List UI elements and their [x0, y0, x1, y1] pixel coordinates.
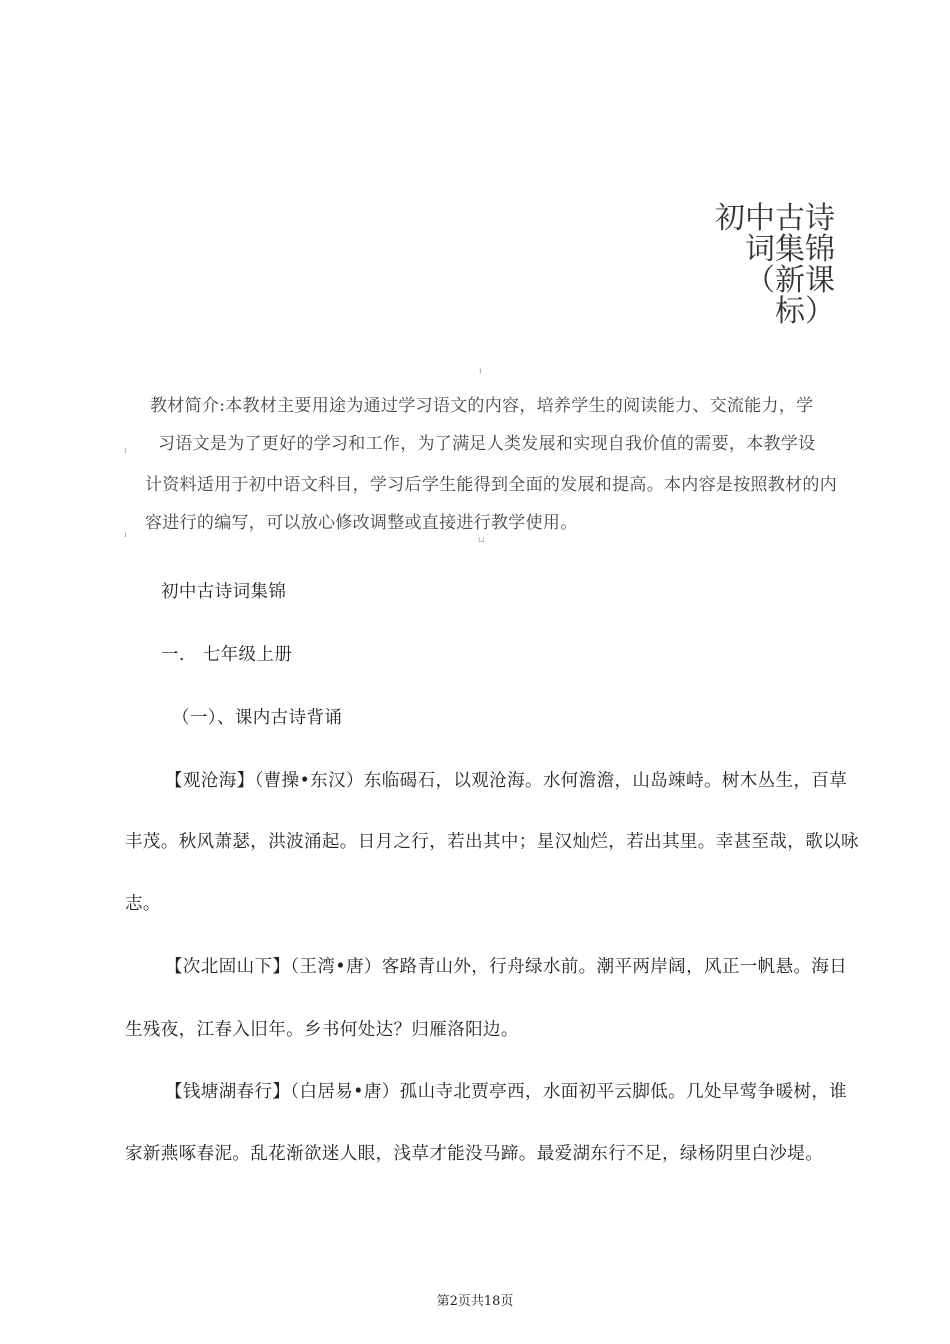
marker-dot: ı — [124, 530, 127, 539]
poem-line: 【观沧海】（曹操•东汉）东临碣石，以观沧海。水何澹澹，山岛竦峙。树木丛生，百草 — [165, 771, 848, 791]
poem-line: 生残夜，江春入旧年。乡书何处达？归雁洛阳边。 — [125, 1020, 519, 1040]
intro-line: 容进行的编写，可以放心修改调整或直接进行教学使用。 — [145, 513, 578, 533]
poem-line: 【次北固山下】（王湾•唐）客路青山外，行舟绿水前。潮平两岸阔，风正一帆悬。海日 — [165, 957, 848, 977]
title-line: 初中古诗 — [715, 201, 835, 236]
marker-dot: ı — [124, 446, 127, 455]
marker-dot: ⊔ — [478, 535, 485, 544]
poem-line: 丰茂。秋风萧瑟，洪波涌起。日月之行，若出其中；星汉灿烂，若出其里。幸甚至哉，歌以咏 — [125, 832, 859, 852]
poem-line: 志。 — [125, 894, 161, 914]
intro-line: 教材简介:本教材主要用途为通过学习语文的内容，培养学生的阅读能力、交流能力，学 — [150, 396, 814, 416]
grade-heading: 一. 七年级上册 — [161, 645, 293, 665]
title-line: （新课 — [745, 263, 835, 298]
intro-line: 计资料适用于初中语文科目，学习后学生能得到全面的发展和提高。本内容是按照教材的内 — [145, 475, 837, 495]
page-number: 第2页共18页 — [436, 1294, 514, 1309]
poem-line: 【钱塘湖春行】（白居易•唐）孤山寺北贾亭西，水面初平云脚低。几处早莺争暖树，谁 — [165, 1082, 848, 1102]
title-line: 标） — [775, 294, 835, 329]
page-title — [700, 203, 835, 327]
section-heading: 初中古诗词集锦 — [161, 582, 287, 602]
intro-line: 习语文是为了更好的学习和工作，为了满足人类发展和实现自我价值的需要，本教学设 — [158, 434, 816, 454]
title-line: 词集锦 — [745, 232, 835, 267]
poem-line: 家新燕啄春泥。乱花渐欲迷人眼，浅草才能没马蹄。最爱湖东行不足，绿杨阴里白沙堤。 — [125, 1144, 824, 1164]
subsection-heading: （一）、课内古诗背诵 — [172, 708, 343, 728]
marker-dot: ı — [479, 366, 482, 375]
